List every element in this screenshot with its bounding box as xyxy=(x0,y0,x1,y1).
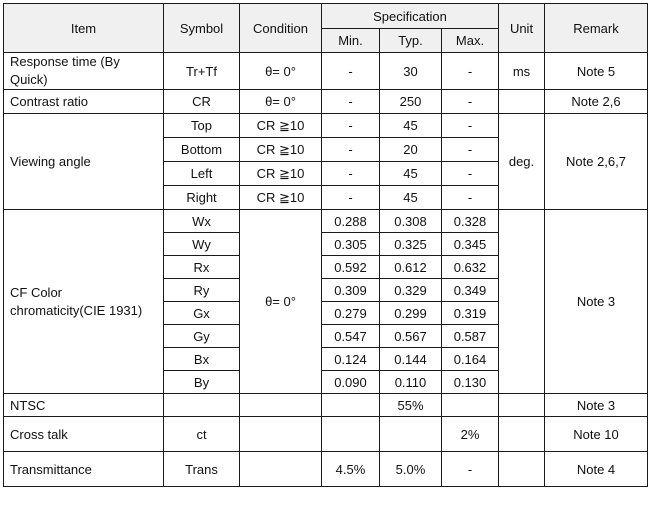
header-symbol: Symbol xyxy=(164,4,240,53)
typ-cell: 0.308 xyxy=(380,210,442,233)
remark-cell: Note 2,6 xyxy=(545,90,648,114)
item-cell: Viewing angle xyxy=(4,114,164,210)
table-row xyxy=(4,394,648,417)
min-cell xyxy=(322,417,380,452)
remark-cell: Note 4 xyxy=(545,452,648,487)
table-row xyxy=(4,210,648,233)
max-cell: 0.632 xyxy=(442,256,499,279)
optical-spec-table xyxy=(3,3,648,487)
max-cell: - xyxy=(442,90,499,114)
symbol-cell: Trans xyxy=(164,452,240,487)
condition-cell: CR ≧10 xyxy=(240,162,322,186)
typ-cell: 0.110 xyxy=(380,371,442,394)
condition-cell: θ= 0° xyxy=(240,210,322,394)
typ-cell xyxy=(380,417,442,452)
max-cell: 0.319 xyxy=(442,302,499,325)
typ-cell: 45 xyxy=(380,162,442,186)
condition-cell xyxy=(240,417,322,452)
max-cell xyxy=(442,394,499,417)
typ-cell: 0.325 xyxy=(380,233,442,256)
header-specification: Specification xyxy=(322,4,499,29)
typ-cell: 0.612 xyxy=(380,256,442,279)
min-cell: - xyxy=(322,53,380,90)
min-cell: - xyxy=(322,138,380,162)
unit-cell xyxy=(499,417,545,452)
unit-cell xyxy=(499,210,545,394)
symbol-cell: Tr+Tf xyxy=(164,53,240,90)
symbol-cell: Bottom xyxy=(164,138,240,162)
symbol-cell: Gy xyxy=(164,325,240,348)
max-cell: 0.349 xyxy=(442,279,499,302)
typ-cell: 45 xyxy=(380,186,442,210)
remark-cell: Note 10 xyxy=(545,417,648,452)
typ-cell: 5.0% xyxy=(380,452,442,487)
min-cell: 0.305 xyxy=(322,233,380,256)
symbol-cell: Right xyxy=(164,186,240,210)
table-row xyxy=(4,114,648,138)
remark-cell: Note 3 xyxy=(545,210,648,394)
min-cell: 0.090 xyxy=(322,371,380,394)
condition-cell: θ= 0° xyxy=(240,90,322,114)
header-typ: Typ. xyxy=(380,29,442,53)
min-cell: - xyxy=(322,186,380,210)
symbol-cell: Left xyxy=(164,162,240,186)
typ-cell: 0.567 xyxy=(380,325,442,348)
header-condition: Condition xyxy=(240,4,322,53)
remark-cell: Note 3 xyxy=(545,394,648,417)
header-max: Max. xyxy=(442,29,499,53)
typ-cell: 0.299 xyxy=(380,302,442,325)
min-cell: 0.288 xyxy=(322,210,380,233)
symbol-cell: Wy xyxy=(164,233,240,256)
min-cell: 0.124 xyxy=(322,348,380,371)
max-cell: 0.130 xyxy=(442,371,499,394)
item-cell: CF Color chromaticity(CIE 1931) xyxy=(4,210,164,394)
remark-cell: Note 2,6,7 xyxy=(545,114,648,210)
min-cell: - xyxy=(322,114,380,138)
min-cell: 0.547 xyxy=(322,325,380,348)
typ-cell: 0.329 xyxy=(380,279,442,302)
max-cell: - xyxy=(442,186,499,210)
header-unit: Unit xyxy=(499,4,545,53)
spec-table-container xyxy=(3,3,648,487)
header-row-1 xyxy=(4,4,648,29)
table-row xyxy=(4,452,648,487)
symbol-cell: Ry xyxy=(164,279,240,302)
condition-cell xyxy=(240,394,322,417)
condition-cell xyxy=(240,452,322,487)
symbol-cell: Gx xyxy=(164,302,240,325)
min-cell: 4.5% xyxy=(322,452,380,487)
typ-cell: 45 xyxy=(380,114,442,138)
item-cell: Transmittance xyxy=(4,452,164,487)
typ-cell: 0.144 xyxy=(380,348,442,371)
typ-cell: 55% xyxy=(380,394,442,417)
table-row xyxy=(4,90,648,114)
symbol-cell xyxy=(164,394,240,417)
unit-cell xyxy=(499,90,545,114)
min-cell: 0.279 xyxy=(322,302,380,325)
condition-cell: θ= 0° xyxy=(240,53,322,90)
unit-cell xyxy=(499,452,545,487)
symbol-cell: Bx xyxy=(164,348,240,371)
max-cell: 0.587 xyxy=(442,325,499,348)
symbol-cell: Wx xyxy=(164,210,240,233)
symbol-cell: CR xyxy=(164,90,240,114)
typ-cell: 250 xyxy=(380,90,442,114)
min-cell: - xyxy=(322,90,380,114)
unit-cell: ms xyxy=(499,53,545,90)
typ-cell: 20 xyxy=(380,138,442,162)
item-cell: NTSC xyxy=(4,394,164,417)
unit-cell: deg. xyxy=(499,114,545,210)
condition-cell: CR ≧10 xyxy=(240,186,322,210)
condition-cell: CR ≧10 xyxy=(240,138,322,162)
item-cell: Response time (By Quick) xyxy=(4,53,164,90)
max-cell: 0.345 xyxy=(442,233,499,256)
symbol-cell: ct xyxy=(164,417,240,452)
item-cell: Contrast ratio xyxy=(4,90,164,114)
min-cell xyxy=(322,394,380,417)
header-min: Min. xyxy=(322,29,380,53)
table-row xyxy=(4,53,648,90)
min-cell: 0.592 xyxy=(322,256,380,279)
typ-cell: 30 xyxy=(380,53,442,90)
max-cell: 0.164 xyxy=(442,348,499,371)
item-cell: Cross talk xyxy=(4,417,164,452)
symbol-cell: Top xyxy=(164,114,240,138)
max-cell: - xyxy=(442,114,499,138)
max-cell: - xyxy=(442,452,499,487)
header-remark: Remark xyxy=(545,4,648,53)
min-cell: 0.309 xyxy=(322,279,380,302)
max-cell: - xyxy=(442,138,499,162)
symbol-cell: Rx xyxy=(164,256,240,279)
table-row xyxy=(4,417,648,452)
unit-cell xyxy=(499,394,545,417)
max-cell: 2% xyxy=(442,417,499,452)
max-cell: 0.328 xyxy=(442,210,499,233)
condition-cell: CR ≧10 xyxy=(240,114,322,138)
min-cell: - xyxy=(322,162,380,186)
remark-cell: Note 5 xyxy=(545,53,648,90)
max-cell: - xyxy=(442,53,499,90)
header-item: Item xyxy=(4,4,164,53)
max-cell: - xyxy=(442,162,499,186)
symbol-cell: By xyxy=(164,371,240,394)
